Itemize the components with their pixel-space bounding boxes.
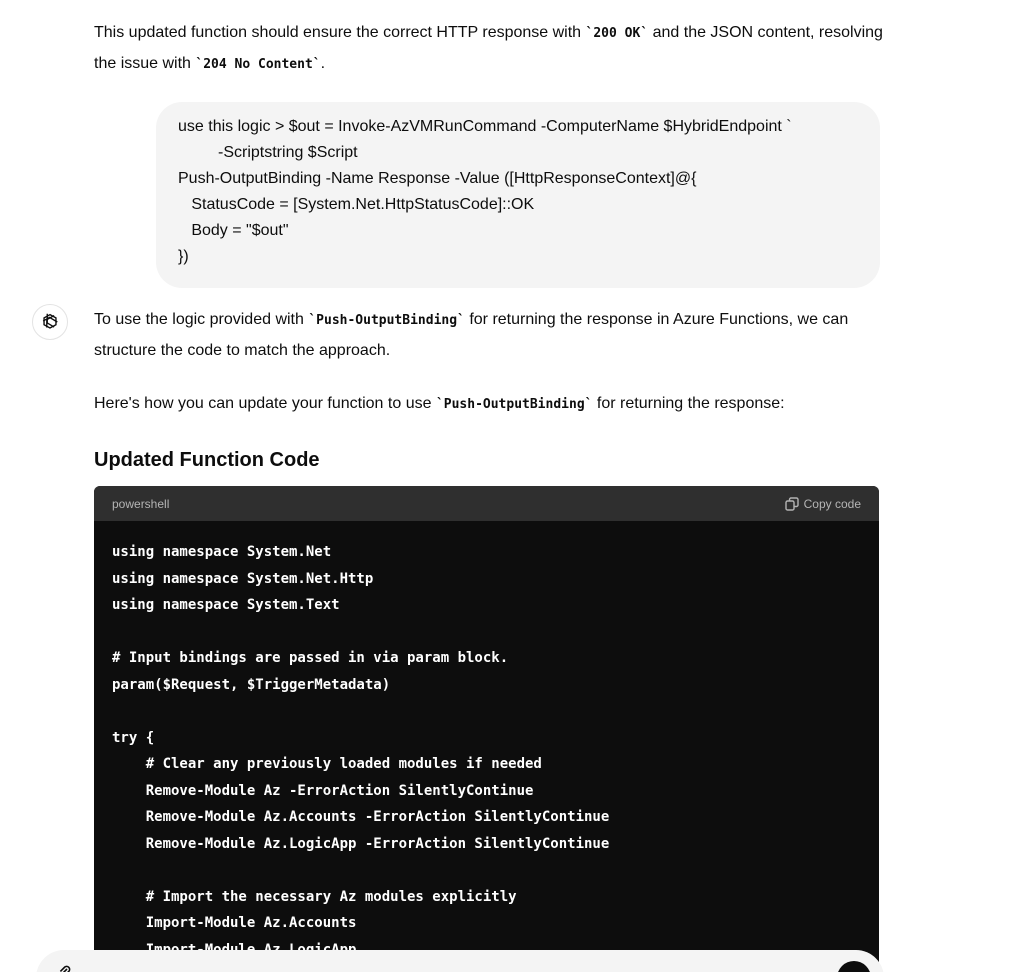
assistant-paragraph-2: [94, 389, 884, 420]
code-block-header: [94, 486, 879, 521]
code-block: [94, 486, 879, 972]
copy-code-label: Copy code: [803, 496, 861, 511]
inline-code: `204 No Content`: [195, 57, 321, 72]
paperclip-icon[interactable]: [58, 965, 72, 972]
code-language-label: powershell: [112, 496, 170, 511]
message-text: .: [320, 55, 326, 72]
assistant-paragraph-1: [94, 305, 884, 366]
code-content: using namespace System.Net using namespace System.Net.Http using namespace System.Text # Input bindings are passed in via param block. param($Request, $TriggerMetadata) try { # Clear any previously loaded modules if needed Remove-Module Az -ErrorAction SilentlyContinue Remove-Module Az.Accounts -ErrorAction SilentlyContinue Remove-Module Az.LogicApp -ErrorAction SilentlyContinue # Import the necessary Az modules explicitly Import-Module Az.Accounts: [112, 544, 610, 931]
assistant-avatar: [32, 304, 68, 340]
openai-logo-icon: [39, 311, 61, 333]
message-composer[interactable]: [36, 950, 884, 972]
section-heading: Updated Function Code: [94, 449, 320, 471]
message-text: for returning the response in Azure Functions, we can structure the code to match the approach.: [94, 311, 849, 359]
message-text: and the JSON content, resolving the issue with: [94, 24, 883, 72]
message-text: Here's how you can update your function to use: [94, 395, 436, 412]
copy-code-button[interactable]: [785, 497, 861, 511]
inline-code: `200 OK`: [585, 26, 649, 41]
inline-code: `Push-OutputBinding`: [435, 397, 593, 412]
message-text: To use the logic provided with: [94, 311, 309, 328]
inline-code: `Push-OutputBinding`: [308, 313, 465, 328]
message-text: This updated function should ensure the correct HTTP response with: [94, 24, 586, 41]
copy-icon: [785, 497, 799, 511]
assistant-message-prev: [94, 18, 884, 80]
user-message-bubble: use this logic > $out = Invoke-AzVMRunCommand -ComputerName $HybridEndpoint ` -Scriptstring $Script Push-OutputBinding -Name Response -Value ([HttpResponseContext]@{ StatusCode = [System.Net.HttpStatusCode]::OK Body = "$out" }): [156, 102, 880, 288]
message-text: for returning the response:: [592, 395, 785, 412]
